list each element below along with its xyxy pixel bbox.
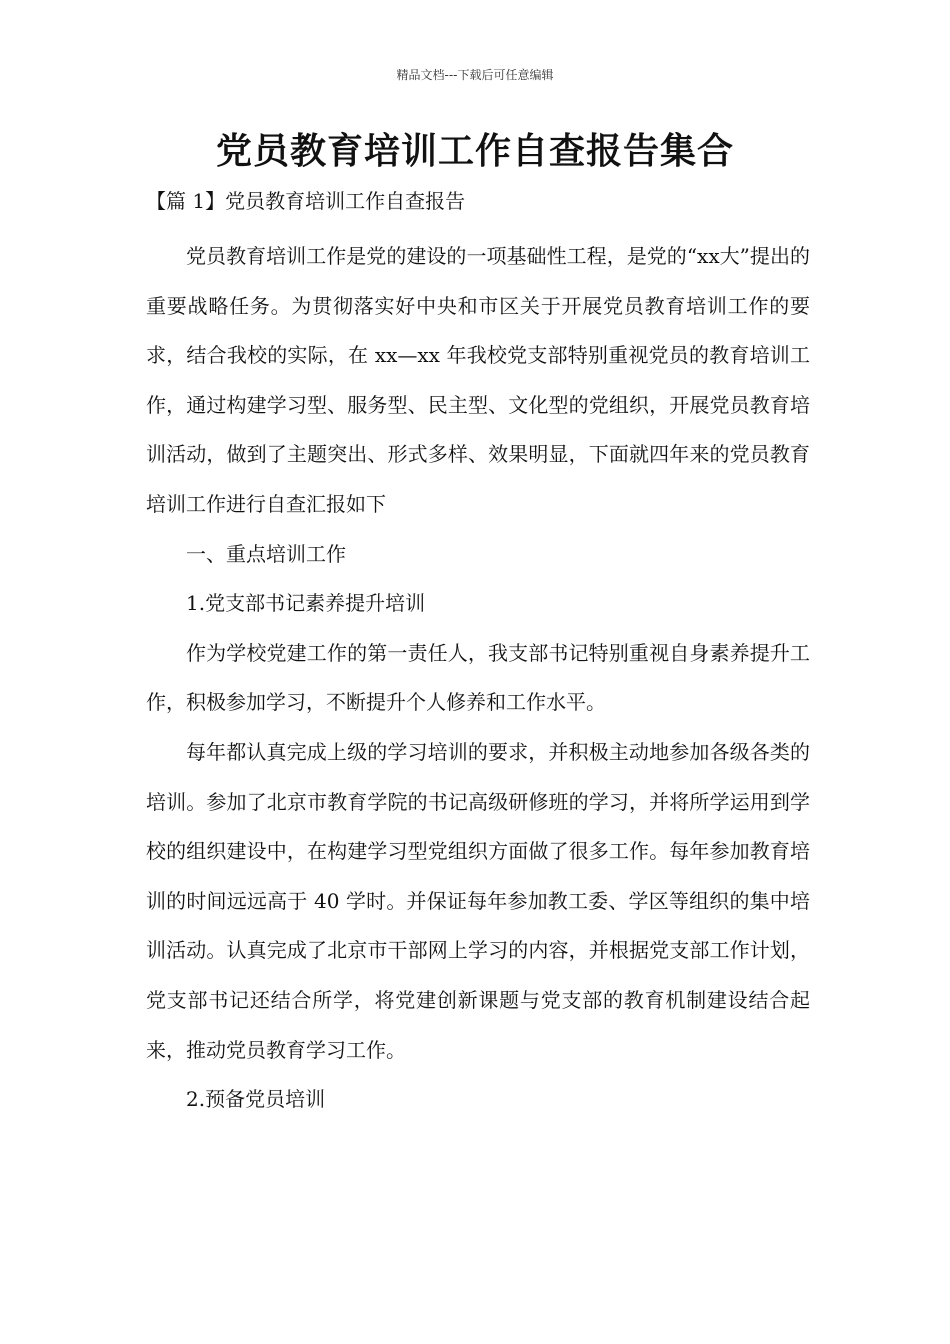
paragraph-intro: 党员教育培训工作是党的建设的一项基础性工程，是党的“xx大”提出的重要战略任务。为贯彻落实好中央和市区关于开展党员教育培训工作的要求，结合我校的实际，在 xx—xx 年我校党支部特别重视党员的教育培训工作，通过构建学习型、服务型、民主型、文化型的党组织，开展党员教育培训活动，做到了主题突出、形式多样、效果明显，下面就四年来的党员教育培训工作进行自查汇报如下: [146, 244, 810, 516]
document-title: 党员教育培训工作自查报告集合: [215, 131, 734, 172]
header-note: 精品文档---下载后可任意编辑: [396, 68, 554, 82]
paragraph-annual-training: 每年都认真完成上级的学习培训的要求，并积极主动地参加各级各类的培训。参加了北京市教育学院的书记高级研修班的学习，并将所学运用到学校的组织建设中，在构建学习型党组织方面做了很多工作。每年参加教育培训的时间远远高于 40 学时。并保证每年参加教工委、学区等组织的集中培训活动。认真完成了北京市干部网上学习的内容，并根据党支部工作计划，党支部书记还结合所学，将党建创新课题与党支部的教育机制建设结合起来，推动党员教育学习工作。: [146, 739, 810, 1062]
subheading-secretary-training: 1.党支部书记素养提升培训: [186, 591, 426, 616]
document-body: [146, 232, 810, 1125]
subheading-probationary-training: 2.预备党员培训: [186, 1087, 326, 1112]
section-heading: 【篇 1】党员教育培训工作自查报告: [146, 189, 466, 213]
paragraph-secretary-role: 作为学校党建工作的第一责任人，我支部书记特别重视自身素养提升工作，积极参加学习，不断提升个人修养和工作水平。: [146, 640, 810, 715]
subheading-key-training: 一、重点培训工作: [186, 541, 346, 566]
